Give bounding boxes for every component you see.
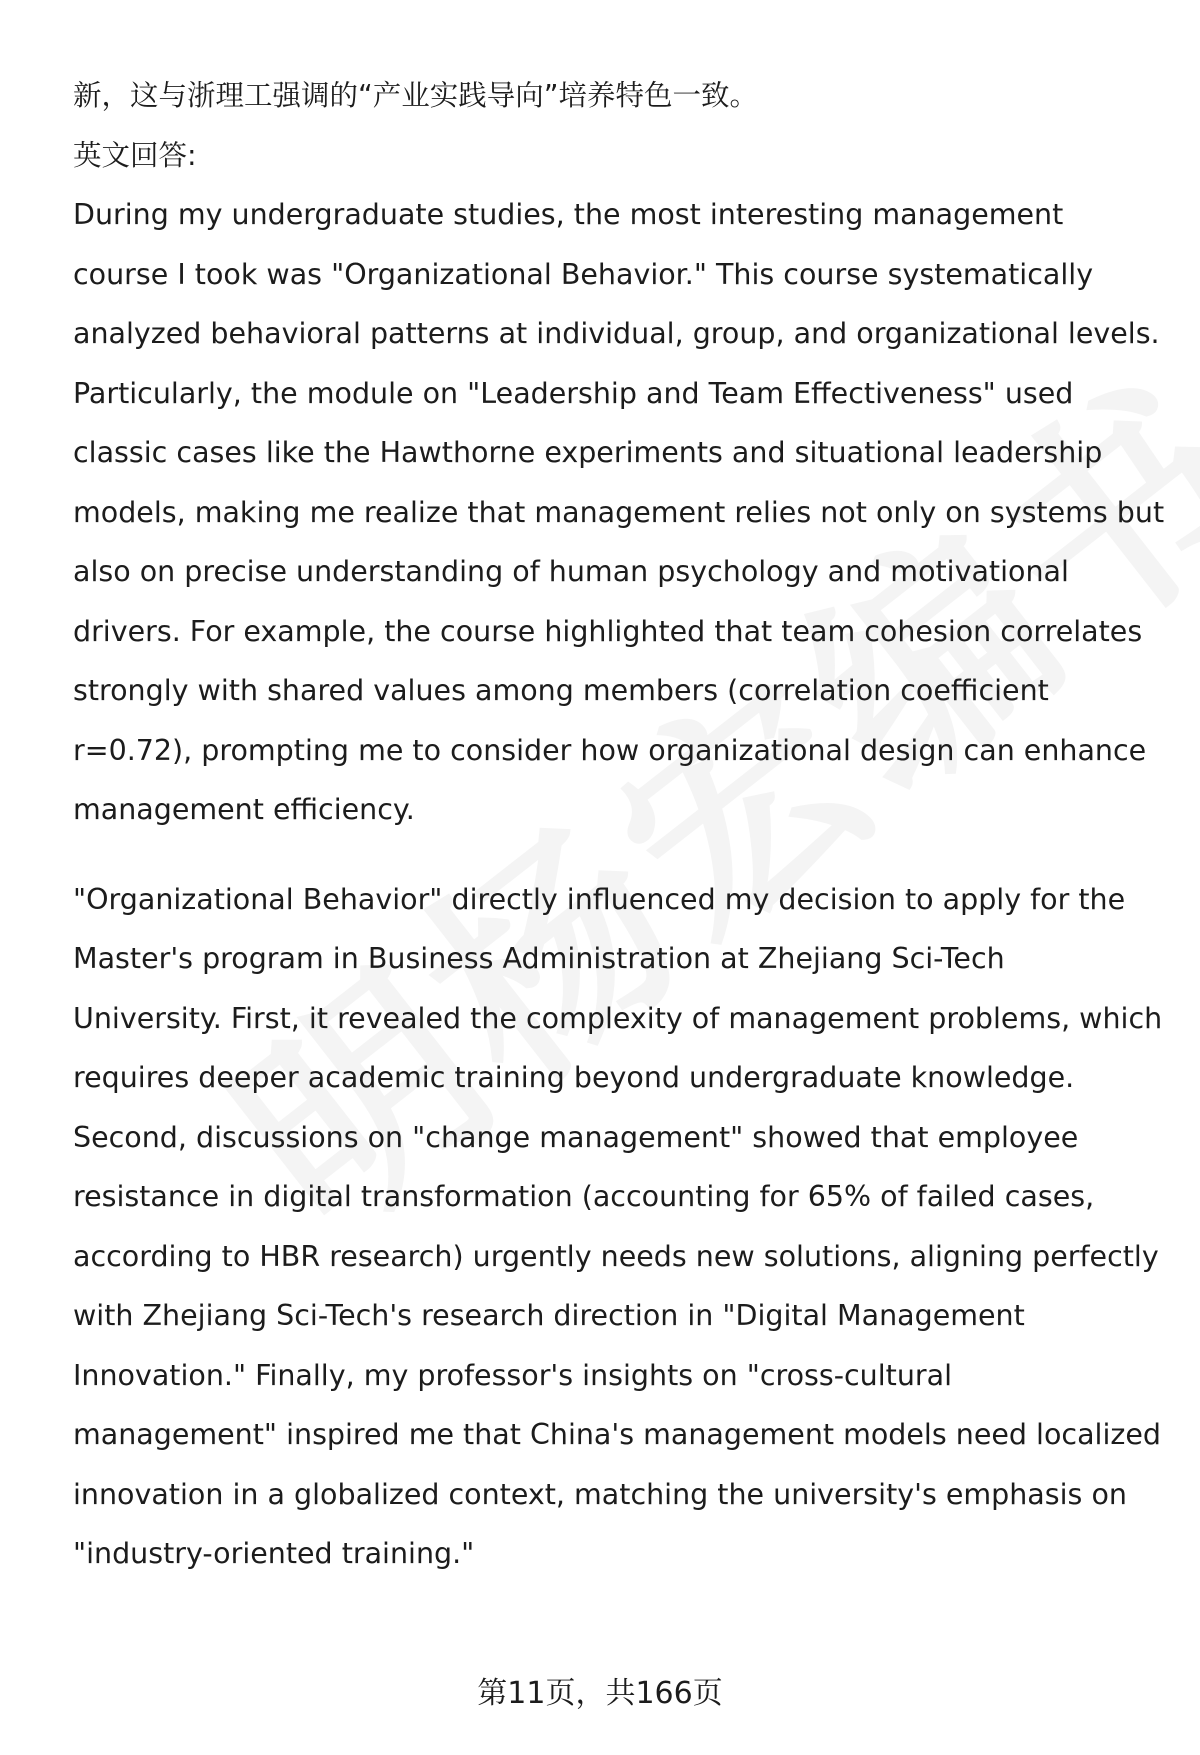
paragraph-line: Second, discussions on "change management" showed that employee — [73, 1120, 1079, 1154]
page-number-footer: 第11页，共166页 — [477, 1676, 723, 1711]
paragraph-line: also on precise understanding of human psychology and motivational — [73, 555, 1069, 588]
paragraph-line: management" inspired me that China's management models need localized — [73, 1418, 1161, 1451]
paragraph-line: with Zhejiang Sci-Tech's research direction in "Digital Management — [73, 1299, 1025, 1332]
paragraph-line: drivers. For example, the course highlighted that team cohesion correlates — [73, 614, 1143, 648]
paragraph-line: classic cases like the Hawthorne experiments and situational leadership — [73, 436, 1103, 469]
paragraph-line: management efficiency. — [73, 793, 415, 826]
paragraph-line: innovation in a globalized context, matching the university's emphasis on — [73, 1477, 1127, 1511]
page-content — [73, 66, 1165, 1584]
paragraph-2 — [73, 870, 1163, 1584]
paragraph-line: Innovation." Finally, my professor's insights on "cross-cultural — [73, 1358, 952, 1392]
paragraph-line: During my undergraduate studies, the most interesting management — [73, 198, 1064, 231]
english-answer-heading: 英文回答: — [73, 138, 197, 172]
paragraph-line: analyzed behavioral patterns at individual, group, and organizational levels. — [73, 317, 1160, 350]
paragraph-line: course I took was "Organizational Behavior." This course systematically — [73, 257, 1094, 291]
intro-line: 新，这与浙理工强调的“产业实践导向”培养特色一致。 — [73, 79, 759, 112]
paragraph-line: "Organizational Behavior" directly influenced my decision to apply for the — [73, 882, 1126, 916]
paragraph-line: strongly with shared values among members (correlation coefficient — [73, 674, 1049, 707]
paragraph-line: "industry-oriented training." — [73, 1537, 475, 1570]
paragraph-line: Master's program in Business Administration at Zhejiang Sci-Tech — [73, 942, 1005, 975]
paragraph-line: models, making me realize that management relies not only on systems but — [73, 495, 1165, 529]
paragraph-line: University. First, it revealed the complexity of management problems, which — [73, 1001, 1163, 1035]
paragraph-line: resistance in digital transformation (accounting for 65% of failed cases, — [73, 1180, 1095, 1213]
paragraph-line: r=0.72), prompting me to consider how organizational design can enhance — [73, 733, 1147, 767]
paragraph-line: Particularly, the module on "Leadership and Team Effectiveness" used — [73, 376, 1074, 410]
paragraph-line: according to HBR research) urgently needs new solutions, aligning perfectly — [73, 1239, 1159, 1273]
paragraph-1 — [73, 185, 1165, 840]
paragraph-line: requires deeper academic training beyond undergraduate knowledge. — [73, 1061, 1075, 1094]
